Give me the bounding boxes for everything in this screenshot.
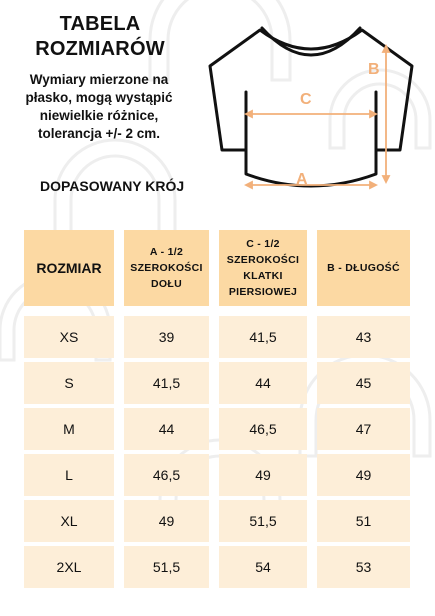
table-row-a: 49 (124, 500, 209, 542)
arrow-b-bottom-icon (383, 176, 389, 182)
label-a: A (296, 171, 308, 188)
table-row-b: 51 (317, 500, 410, 542)
header-length: B - DŁUGOŚĆ (317, 230, 410, 306)
tshirt-collar (262, 28, 360, 55)
arrow-a-left-icon (246, 182, 252, 188)
table-row-c: 54 (219, 546, 307, 588)
measurement-note: Wymiary mierzone na płasko, mogą wystąpić niewielkie różnice, tolerancja +/- 2 cm. (25, 72, 173, 141)
table-row-b: 45 (317, 362, 410, 404)
table-row-size: M (24, 408, 114, 450)
table-row-size: S (24, 362, 114, 404)
table-row-c: 46,5 (219, 408, 307, 450)
table-row-a: 51,5 (124, 546, 209, 588)
fit-label: DOPASOWANY KRÓJ (40, 178, 185, 194)
header-size: ROZMIAR (24, 230, 114, 306)
table-row-a: 46,5 (124, 454, 209, 496)
header-chest-width: C - 1/2 SZEROKOŚCI KLATKI PIERSIOWEJ (219, 230, 307, 306)
label-c: C (300, 91, 312, 108)
table-row-c: 51,5 (219, 500, 307, 542)
tshirt-outline (210, 30, 412, 186)
table-row-a: 44 (124, 408, 209, 450)
table-row-a: 39 (124, 316, 209, 358)
table-row-size: L (24, 454, 114, 496)
table-row-size: XS (24, 316, 114, 358)
table-row-b: 49 (317, 454, 410, 496)
arrow-a-right-icon (370, 182, 376, 188)
page-title: TABELA ROZMIARÓW (35, 13, 165, 60)
header-width-bottom: A - 1/2 SZEROKOŚCI DOŁU (124, 230, 209, 306)
table-row-c: 49 (219, 454, 307, 496)
table-row-b: 43 (317, 316, 410, 358)
table-row-b: 53 (317, 546, 410, 588)
tshirt-diagram (200, 22, 422, 200)
table-row-c: 44 (219, 362, 307, 404)
table-row-size: XL (24, 500, 114, 542)
table-row-b: 47 (317, 408, 410, 450)
label-b: B (368, 61, 380, 78)
table-row-c: 41,5 (219, 316, 307, 358)
table-row-size: 2XL (24, 546, 114, 588)
table-row-a: 41,5 (124, 362, 209, 404)
